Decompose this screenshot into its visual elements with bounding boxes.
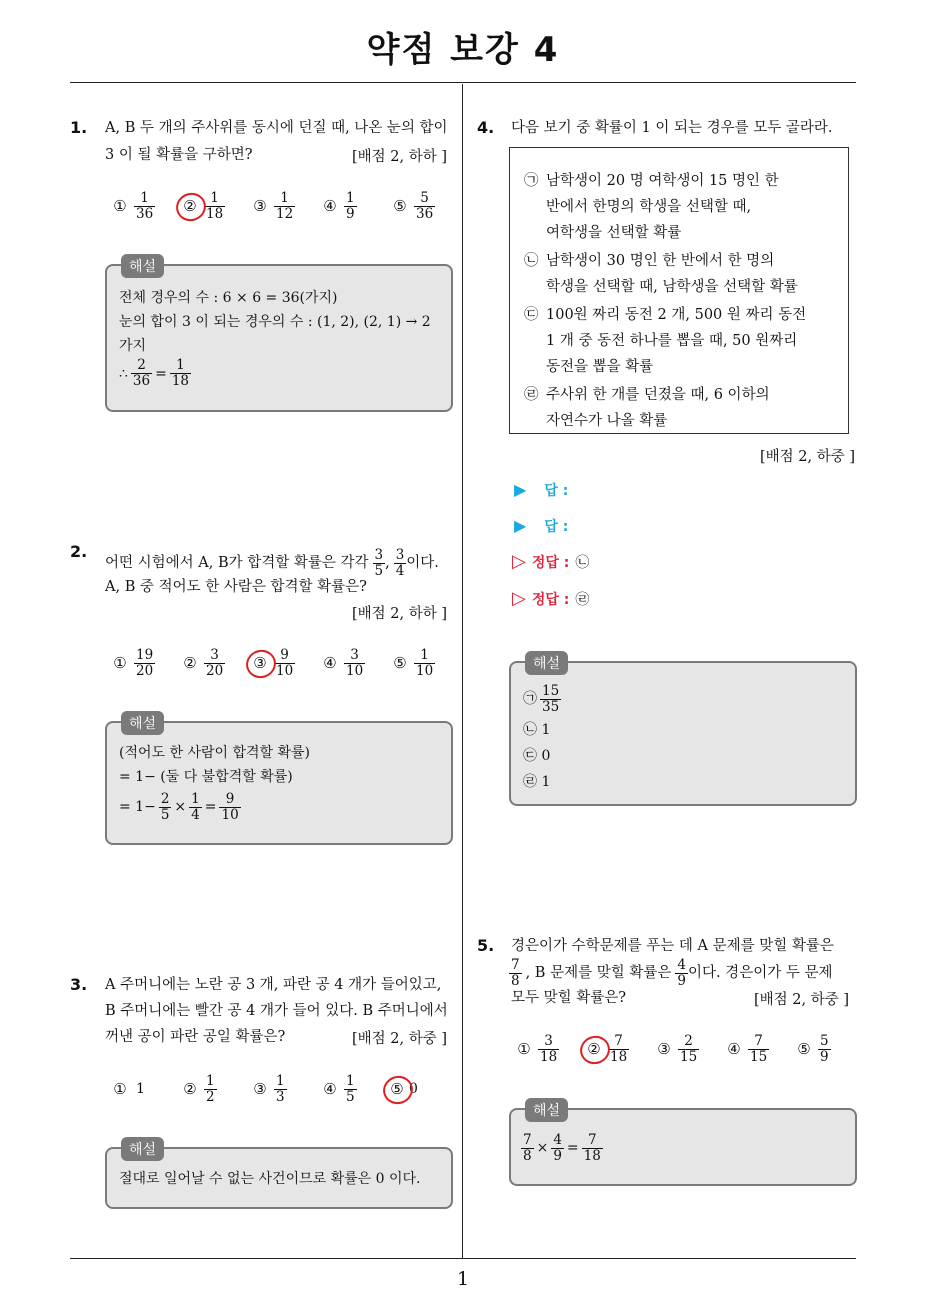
correct-answer-value: ㉣ — [575, 592, 590, 608]
choice-fraction: $\frac{5}{36}$ — [416, 189, 434, 222]
choice-2[interactable] — [180, 640, 225, 686]
choice-1[interactable] — [514, 1026, 559, 1072]
solution-line: = 1− (둘 다 불합격할 확률) — [119, 769, 293, 785]
choice-marker: ② — [183, 654, 197, 672]
item-marker: ㉠ — [524, 173, 539, 189]
choice-4[interactable] — [724, 1026, 769, 1072]
question-text: 모두 맞힐 확률은? — [511, 990, 627, 1006]
solution-line: ㉢ 0 — [523, 748, 551, 764]
choice-5[interactable] — [794, 1026, 831, 1072]
choice-fraction: $\frac{7}{15}$ — [750, 1032, 768, 1065]
item-text: 100원 짜리 동전 2 개, 500 원 짜리 동전 — [546, 307, 807, 323]
item-text: 1 개 중 동전 하나를 뽑을 때, 50 원짜리 — [546, 333, 798, 349]
choice-3[interactable] — [250, 183, 295, 229]
choice-fraction: $\frac{5}{9}$ — [820, 1032, 829, 1065]
question-text: 어떤 시험에서 A, B가 합격할 확률은 각각 $\frac{3}{5}$ , $\frac{3}{4}$ 이다. — [105, 546, 439, 579]
choice-list — [110, 183, 450, 229]
item-text: 학생을 선택할 때, 남학생을 선택할 확률 — [546, 279, 798, 295]
page-title: 약점 보강 4 — [366, 30, 560, 70]
question-text: 3 이 될 확률을 구하면? — [105, 147, 253, 163]
answer-row: ▶ 답 : — [514, 480, 569, 499]
answer-row: ▶ 답 : — [514, 516, 569, 535]
choice-1[interactable] — [110, 183, 155, 229]
choice-marker-correct: ⑤ — [387, 1080, 407, 1098]
score-meta: [배점 2, 하중 ] — [754, 992, 850, 1008]
outline-arrow-icon: ▷ — [512, 588, 526, 609]
question-number: 5. — [477, 936, 495, 955]
choice-fraction: $\frac{9}{10}$ — [276, 646, 294, 679]
choice-2[interactable] — [180, 183, 225, 229]
choice-marker-correct: ③ — [250, 654, 270, 672]
solution-line: ∴ $\frac{2}{36}$ = $\frac{1}{18}$ — [119, 357, 190, 389]
solution-box — [509, 1103, 857, 1186]
choice-marker: ④ — [323, 654, 337, 672]
question-text: A, B 두 개의 주사위를 동시에 던질 때, 나온 눈의 합이 — [105, 120, 448, 136]
choice-1[interactable] — [110, 1066, 145, 1112]
item-text: 주사위 한 개를 던졌을 때, 6 이하의 — [546, 387, 770, 403]
solution-line: 눈의 합이 3 이 되는 경우의 수 : (1, 2), (2, 1) → 2 — [119, 314, 431, 330]
column-divider — [462, 84, 463, 1258]
question-number: 1. — [70, 118, 88, 137]
choice-fraction: $\frac{3}{10}$ — [346, 646, 364, 679]
choice-marker: ① — [113, 1080, 127, 1098]
item-marker: ㉡ — [524, 253, 539, 269]
example-item-3 — [524, 302, 806, 380]
choice-4[interactable] — [320, 183, 357, 229]
choice-5[interactable] — [387, 1066, 418, 1112]
item-text: 자연수가 나올 확률 — [546, 413, 668, 429]
solution-line: ㉣ 1 — [523, 774, 551, 790]
choice-3[interactable] — [250, 1066, 287, 1112]
choice-fraction: $\frac{1}{10}$ — [416, 646, 434, 679]
item-text: 반에서 한명의 학생을 선택할 때, — [546, 199, 752, 215]
correct-answer-row: ▷ 정답 : ㉡ — [512, 551, 590, 572]
choice-marker: ③ — [253, 197, 267, 215]
choice-marker-correct: ② — [584, 1040, 604, 1058]
solution-box — [105, 1142, 453, 1209]
choice-fraction: $\frac{1}{36}$ — [136, 189, 154, 222]
choice-fraction: $\frac{1}{3}$ — [276, 1072, 285, 1105]
question-text: A, B 중 적어도 한 사람은 합격할 확률은? — [105, 579, 367, 595]
solution-box — [105, 259, 453, 412]
choice-marker: ③ — [657, 1040, 671, 1058]
score-meta: [배점 2, 하중 ] — [760, 449, 856, 465]
solution-line: ㉠ $\frac{15}{35}$ — [523, 682, 560, 715]
choice-fraction: $\frac{3}{20}$ — [206, 646, 224, 679]
choice-marker: ④ — [727, 1040, 741, 1058]
solution-line: $\frac{7}{8}$ × $\frac{4}{9}$ = $\frac{7}{18}$ — [523, 1131, 601, 1164]
correct-answer-row: ▷ 정답 : ㉣ — [512, 588, 590, 609]
choice-marker: ⑤ — [393, 197, 407, 215]
page-number: 1 — [456, 1268, 470, 1290]
question-text: B 주머니에는 빨간 공 4 개가 들어 있다. B 주머니에서 — [105, 1003, 448, 1019]
choice-marker: ⑤ — [393, 654, 407, 672]
solution-line: = 1− $\frac{2}{5}$ × $\frac{1}{4}$ = $\frac{9}{10}$ — [119, 790, 239, 823]
choice-3[interactable] — [654, 1026, 699, 1072]
question-text: 다음 보기 중 확률이 1 이 되는 경우를 모두 골라라. — [511, 120, 833, 136]
correct-answer-value: ㉡ — [575, 555, 590, 571]
solution-label: 해설 — [121, 711, 164, 735]
question-text: 경은이가 수학문제를 푸는 데 A 문제를 맞힐 확률은 — [511, 938, 834, 954]
choice-marker: ③ — [253, 1080, 267, 1098]
item-text: 동전을 뽑을 확률 — [546, 359, 654, 375]
question-number: 3. — [70, 975, 88, 994]
outline-arrow-icon: ▷ — [512, 551, 526, 572]
question-number: 4. — [477, 118, 495, 137]
choice-fraction: $\frac{7}{18}$ — [610, 1032, 628, 1065]
choice-2[interactable] — [180, 1066, 217, 1112]
choice-list — [110, 640, 450, 686]
choice-fraction: $\frac{2}{15}$ — [680, 1032, 698, 1065]
choice-fraction: $\frac{1}{5}$ — [346, 1072, 355, 1105]
choice-fraction: $\frac{19}{20}$ — [136, 646, 154, 679]
play-arrow-icon: ▶ — [514, 480, 527, 499]
solution-box — [509, 656, 857, 806]
choice-marker: ① — [517, 1040, 531, 1058]
solution-label: 해설 — [525, 651, 568, 675]
score-meta: [배점 2, 하하 ] — [352, 149, 448, 165]
solution-line: 전체 경우의 수 : 6 × 6 = 36(가지) — [119, 290, 338, 306]
solution-label: 해설 — [121, 254, 164, 278]
choice-marker: ④ — [323, 1080, 337, 1098]
choice-fraction: $\frac{3}{18}$ — [540, 1032, 558, 1065]
question-number: 2. — [70, 542, 88, 561]
choice-5[interactable] — [390, 183, 435, 229]
question-text: A 주머니에는 노란 공 3 개, 파란 공 4 개가 들어있고, — [105, 977, 442, 993]
choice-marker-correct: ② — [180, 197, 200, 215]
choice-fraction: $\frac{1}{9}$ — [346, 189, 355, 222]
choice-marker: ⑤ — [797, 1040, 811, 1058]
item-text: 남학생이 20 명 여학생이 15 명인 한 — [546, 173, 779, 189]
choice-list — [514, 1026, 854, 1072]
solution-label: 해설 — [121, 1137, 164, 1161]
choice-marker: ④ — [323, 197, 337, 215]
item-text: 여학생을 선택할 확률 — [546, 225, 682, 241]
choice-4[interactable] — [320, 640, 365, 686]
choice-fraction: $\frac{1}{18}$ — [206, 189, 224, 222]
choice-fraction: $\frac{1}{12}$ — [276, 189, 294, 222]
choice-marker: ① — [113, 197, 127, 215]
score-meta: [배점 2, 하중 ] — [352, 1031, 448, 1047]
example-item-2 — [524, 248, 806, 300]
choice-4[interactable] — [320, 1066, 357, 1112]
choice-fraction: $\frac{1}{2}$ — [206, 1072, 215, 1105]
choice-marker: ① — [113, 654, 127, 672]
solution-label: 해설 — [525, 1098, 568, 1122]
choice-3[interactable] — [250, 640, 295, 686]
choice-value: 0 — [409, 1081, 418, 1097]
question-text: 꺼낸 공이 파란 공일 확률은? — [105, 1029, 286, 1045]
solution-box — [105, 716, 453, 845]
choice-list — [110, 1066, 450, 1112]
choice-marker: ② — [183, 1080, 197, 1098]
question-text: $\frac{7}{8}$ , B 문제를 맞힐 확률은 $\frac{4}{9}$ 이다. 경은이가 두 문제 — [511, 956, 833, 989]
choice-value: 1 — [136, 1081, 145, 1097]
item-text: 남학생이 30 명인 한 반에서 한 명의 — [546, 253, 775, 269]
header-divider — [70, 82, 856, 83]
play-arrow-icon: ▶ — [514, 516, 527, 535]
score-meta: [배점 2, 하하 ] — [352, 606, 448, 622]
example-item-1 — [524, 168, 806, 246]
choice-2[interactable] — [584, 1026, 629, 1072]
item-marker: ㉢ — [524, 307, 539, 323]
solution-line: 가지 — [119, 338, 147, 354]
choice-1[interactable] — [110, 640, 155, 686]
choice-5[interactable] — [390, 640, 435, 686]
solution-line: ㉡ 1 — [523, 722, 551, 738]
item-marker: ㉣ — [524, 387, 539, 403]
solution-line: 절대로 일어날 수 없는 사건이므로 확률은 0 이다. — [119, 1171, 421, 1187]
example-item-4 — [524, 382, 806, 434]
solution-line: (적어도 한 사람이 합격할 확률) — [119, 745, 311, 761]
footer-divider — [70, 1258, 856, 1259]
example-box — [509, 147, 849, 434]
